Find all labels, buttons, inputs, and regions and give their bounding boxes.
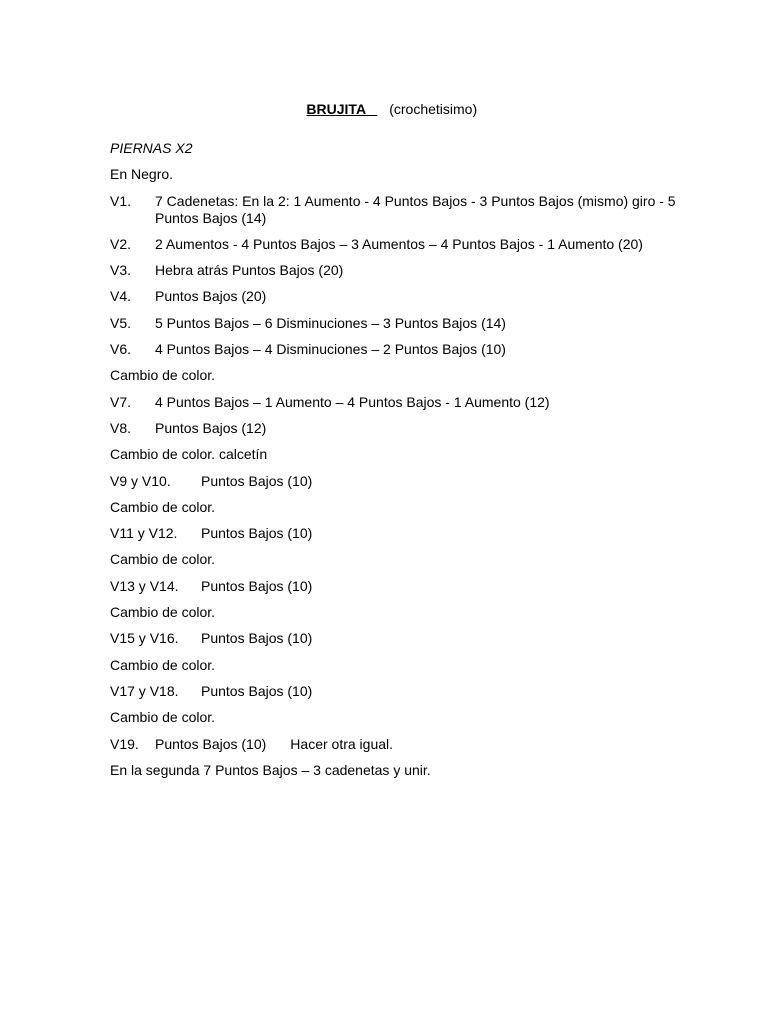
row-instruction-wrap	[201, 525, 710, 542]
pattern-row	[110, 525, 710, 542]
color-change-note	[110, 657, 710, 674]
row-label: V8.	[110, 419, 132, 436]
row-instruction-wrap	[201, 683, 710, 700]
document-subtitle: (crochetisimo)	[389, 101, 478, 117]
pattern-row	[110, 193, 710, 227]
row-instruction-wrap	[201, 473, 710, 490]
document-title: BRUJITA	[306, 101, 366, 117]
intro-line	[110, 166, 710, 183]
row-instruction: 4 Puntos Bajos – 4 Disminuciones – 2 Puntos Bajos (10)	[155, 341, 506, 358]
pattern-row	[110, 236, 710, 253]
note-text: Cambio de color.	[110, 551, 216, 568]
pattern-row	[110, 288, 710, 305]
row-label: V13 y V14.	[110, 577, 179, 594]
row-instruction: Puntos Bajos (10)	[201, 525, 313, 542]
row-label: V4.	[110, 288, 132, 305]
row-label: V3.	[110, 262, 132, 279]
row-instruction: Puntos Bajos (10)	[201, 630, 313, 647]
color-change-note	[110, 499, 710, 516]
color-change-note	[110, 551, 710, 568]
section-heading: PIERNAS X2	[110, 140, 193, 156]
row-instruction-wrap	[155, 420, 710, 437]
row-instruction-wrap	[155, 341, 710, 358]
pattern-row	[110, 262, 710, 279]
row-label: V9 y V10.	[110, 472, 171, 489]
pattern-row	[110, 315, 710, 332]
row-instruction-wrap	[201, 630, 710, 647]
color-change-note	[110, 709, 710, 726]
pattern-row	[110, 394, 710, 411]
row-label: V5.	[110, 314, 132, 331]
pattern-row	[110, 630, 710, 647]
row-label: V7.	[110, 393, 132, 410]
pattern-row	[110, 420, 710, 437]
pattern-row	[110, 341, 710, 358]
note-text: Cambio de color.	[110, 498, 216, 515]
row-instruction: Puntos Bajos (10)	[201, 682, 313, 699]
row-instruction-wrap	[155, 736, 710, 753]
row-instruction: Puntos Bajos (10)	[201, 472, 313, 489]
row-instruction-wrap	[155, 193, 710, 227]
pattern-row	[110, 736, 710, 753]
row-label: V15 y V16.	[110, 630, 179, 647]
row-instruction: Puntos Bajos (12)	[155, 419, 267, 436]
row-instruction: 2 Aumentos - 4 Puntos Bajos – 3 Aumentos – 4 Puntos Bajos - 1 Aumento (20)	[155, 235, 643, 252]
color-change-note	[110, 446, 710, 463]
closing-line	[110, 762, 710, 779]
intro-text: En Negro.	[110, 166, 174, 183]
row-label: V19.	[110, 735, 139, 752]
pattern-row	[110, 683, 710, 700]
row-instruction: 5 Puntos Bajos – 6 Disminuciones – 3 Puntos Bajos (14)	[155, 314, 506, 331]
row-instruction-wrap	[155, 288, 710, 305]
note-text: Cambio de color. calcetín	[110, 446, 268, 463]
row-label: V17 y V18.	[110, 682, 179, 699]
row-label: V2.	[110, 235, 132, 252]
color-change-note	[110, 604, 710, 621]
note-text: Cambio de color.	[110, 367, 216, 384]
row-label: V1.	[110, 192, 132, 209]
note-text: Cambio de color.	[110, 604, 216, 621]
title-underline-pad	[366, 101, 378, 117]
row-extra-note: Hacer otra igual.	[290, 735, 394, 752]
pattern-rows	[110, 193, 710, 753]
row-label: V11 y V12.	[110, 525, 178, 542]
note-text: Cambio de color.	[110, 656, 216, 673]
row-instruction: Puntos Bajos (10)	[155, 735, 267, 752]
row-instruction: 4 Puntos Bajos – 1 Aumento – 4 Puntos Bajos - 1 Aumento (12)	[155, 393, 550, 410]
pattern-content	[110, 140, 710, 788]
section-heading-line	[110, 140, 710, 157]
row-instruction: Puntos Bajos (20)	[155, 288, 267, 305]
row-instruction-wrap	[155, 262, 710, 279]
row-instruction: 7 Cadenetas: En la 2: 1 Aumento - 4 Puntos Bajos - 3 Puntos Bajos (mismo) giro - 5 Puntos Bajos (14)	[155, 192, 676, 226]
pattern-row	[110, 578, 710, 595]
pattern-row	[110, 473, 710, 490]
color-change-note	[110, 367, 710, 384]
row-instruction-wrap	[155, 315, 710, 332]
row-instruction: Puntos Bajos (10)	[201, 577, 313, 594]
closing-text: En la segunda 7 Puntos Bajos – 3 cadenetas y unir.	[110, 761, 431, 778]
note-text: Cambio de color.	[110, 709, 216, 726]
row-instruction-wrap	[201, 578, 710, 595]
row-instruction-wrap	[155, 394, 710, 411]
title-line	[0, 85, 768, 133]
row-instruction-wrap	[155, 236, 710, 253]
row-label: V6.	[110, 341, 132, 358]
row-instruction: Hebra atrás Puntos Bajos (20)	[155, 262, 344, 279]
